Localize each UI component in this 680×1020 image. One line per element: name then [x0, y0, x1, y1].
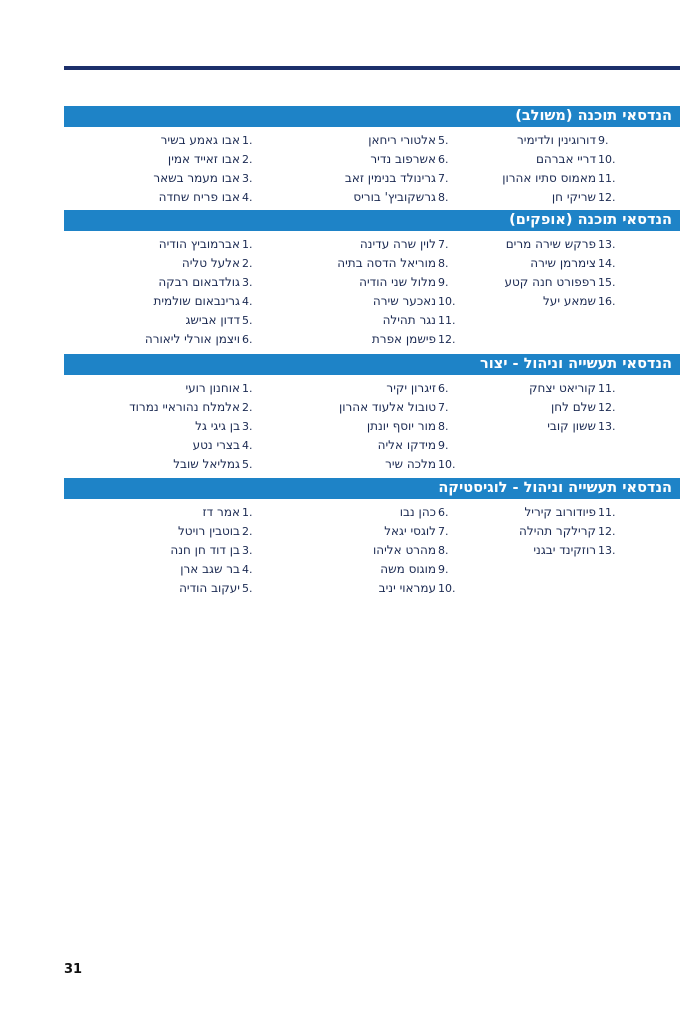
- graduate-name: אבו מעמר בשאר: [153, 171, 240, 185]
- item-number: 3.: [242, 276, 253, 289]
- item-number: 6.: [438, 382, 449, 395]
- section-columns: [64, 379, 680, 474]
- list-item: [462, 254, 622, 273]
- graduate-name: עמראוי יניב: [378, 581, 436, 595]
- graduate-name: גרינולד בנימין זאב: [344, 171, 436, 185]
- item-number: 6.: [242, 333, 253, 346]
- section-title: הנדסאי תעשייה וניהול - לוגיסטיקה: [64, 478, 680, 499]
- section-columns: [64, 131, 680, 207]
- item-number: 12.: [598, 401, 616, 414]
- item-number: 2.: [242, 153, 253, 166]
- graduate-name: לוגסי יגאל: [384, 524, 436, 538]
- list-item: [64, 455, 266, 474]
- list-item: [462, 522, 622, 541]
- item-number: 2.: [242, 257, 253, 270]
- item-number: 8.: [438, 257, 449, 270]
- item-number: 13.: [598, 544, 616, 557]
- item-number: 4.: [242, 295, 253, 308]
- graduate-name: מלול שני הודיה: [359, 275, 436, 289]
- graduate-name: אלמלח נהוראיי נמרוד: [129, 400, 240, 414]
- item-number: 11.: [598, 506, 616, 519]
- name-column: [266, 131, 462, 207]
- graduate-name: כהן נבו: [399, 505, 436, 519]
- name-column: [266, 379, 462, 474]
- list-item: [462, 235, 622, 254]
- item-number: 11.: [598, 382, 616, 395]
- list-item: [266, 235, 462, 254]
- graduate-name: קרילקר תהילה: [519, 524, 596, 538]
- list-item: [266, 417, 462, 436]
- graduate-name: אבו פריח שחדה: [158, 190, 240, 204]
- graduate-name: ויצמן אורלי ליאורה: [144, 332, 240, 346]
- list-item: [64, 188, 266, 207]
- item-number: 9.: [438, 439, 449, 452]
- section-4: [64, 478, 680, 598]
- section-title: הנדסאי תעשייה וניהול - יצור: [64, 354, 680, 375]
- list-item: [266, 379, 462, 398]
- item-number: 7.: [438, 238, 449, 251]
- list-item: [266, 579, 462, 598]
- name-column: [462, 503, 622, 598]
- list-item: [266, 436, 462, 455]
- name-column: [462, 379, 622, 474]
- section-3: [64, 354, 680, 474]
- list-item: [266, 560, 462, 579]
- list-item: [266, 311, 462, 330]
- item-number: 4.: [242, 191, 253, 204]
- item-number: 2.: [242, 401, 253, 414]
- section-2: [64, 210, 680, 349]
- graduate-name: אלטורי ריחאן: [368, 133, 436, 147]
- list-item: [462, 169, 622, 188]
- item-number: 12.: [438, 333, 456, 346]
- graduate-name: מוריאל הדסה בתיה: [337, 256, 436, 270]
- graduate-name: אוחנון רועי: [185, 381, 240, 395]
- item-number: 7.: [438, 172, 449, 185]
- item-number: 5.: [438, 134, 449, 147]
- graduate-name: מידקו אליה: [377, 438, 436, 452]
- graduate-name: פיודורוב קיריל: [524, 505, 596, 519]
- page-number: 31: [64, 962, 83, 977]
- list-item: [266, 522, 462, 541]
- graduate-name: קוריאט יצחק: [528, 381, 596, 395]
- item-number: 1.: [242, 382, 253, 395]
- item-number: 8.: [438, 191, 449, 204]
- list-item: [266, 273, 462, 292]
- item-number: 6.: [438, 153, 449, 166]
- graduate-name: בן דוד חן חנה: [170, 543, 240, 557]
- item-number: 9.: [598, 134, 609, 147]
- item-number: 11.: [438, 314, 456, 327]
- list-item: [462, 398, 622, 417]
- section-columns: [64, 235, 680, 349]
- graduate-name: רפפורט חנה קטע: [504, 275, 596, 289]
- item-number: 3.: [242, 420, 253, 433]
- item-number: 10.: [598, 153, 616, 166]
- item-number: 5.: [242, 582, 253, 595]
- section-1: [64, 106, 680, 207]
- graduate-name: רוזקינד יבגני: [533, 543, 596, 557]
- name-column: [462, 235, 622, 349]
- list-item: [64, 169, 266, 188]
- list-item: [462, 379, 622, 398]
- list-item: [64, 398, 266, 417]
- item-number: 4.: [242, 563, 253, 576]
- section-title: הנדסאי תוכנה (משולב): [64, 106, 680, 127]
- item-number: 5.: [242, 314, 253, 327]
- graduate-name: מאמוס סתיו אהרון: [502, 171, 596, 185]
- section-columns: [64, 503, 680, 598]
- list-item: [64, 330, 266, 349]
- item-number: 2.: [242, 525, 253, 538]
- graduate-name: דריי אברהם: [535, 152, 596, 166]
- list-item: [64, 254, 266, 273]
- name-column: [64, 131, 266, 207]
- graduate-name: יעקוב הודיה: [179, 581, 240, 595]
- graduate-name: שמאע יעל: [542, 294, 596, 308]
- list-item: [64, 579, 266, 598]
- list-item: [64, 560, 266, 579]
- list-item: [266, 541, 462, 560]
- item-number: 13.: [598, 420, 616, 433]
- graduate-name: אלעל טליה: [181, 256, 240, 270]
- list-item: [462, 541, 622, 560]
- graduate-name: צימרמן שירה: [530, 256, 596, 270]
- list-item: [462, 188, 622, 207]
- item-number: 3.: [242, 544, 253, 557]
- item-number: 8.: [438, 544, 449, 557]
- graduate-name: דורוגינין ולדימיר: [517, 133, 596, 147]
- graduate-name: אבו זאייד אמין: [167, 152, 240, 166]
- name-column: [64, 379, 266, 474]
- list-item: [266, 503, 462, 522]
- item-number: 10.: [438, 582, 456, 595]
- graduate-name: אמר דז: [202, 505, 240, 519]
- item-number: 5.: [242, 458, 253, 471]
- list-item: [462, 503, 622, 522]
- list-item: [64, 150, 266, 169]
- list-item: [64, 417, 266, 436]
- graduate-name: מלכה שיר: [385, 457, 436, 471]
- list-item: [266, 398, 462, 417]
- graduate-name: שלם לחן: [550, 400, 596, 414]
- graduate-name: גמליאל שובל: [173, 457, 240, 471]
- list-item: [266, 330, 462, 349]
- graduate-name: לוין שרה עדינה: [359, 237, 436, 251]
- graduate-name: גרשקוביץ' בוריס: [353, 190, 436, 204]
- list-item: [462, 292, 622, 311]
- item-number: 15.: [598, 276, 616, 289]
- item-number: 3.: [242, 172, 253, 185]
- list-item: [462, 150, 622, 169]
- graduate-name: בוטבין רויטל: [177, 524, 240, 538]
- name-column: [64, 503, 266, 598]
- list-item: [266, 455, 462, 474]
- list-item: [64, 379, 266, 398]
- list-item: [64, 292, 266, 311]
- graduate-name: מהרט אליהו: [373, 543, 436, 557]
- list-item: [64, 235, 266, 254]
- list-item: [266, 292, 462, 311]
- graduate-name: בר שגב ארן: [180, 562, 240, 576]
- item-number: 7.: [438, 401, 449, 414]
- graduate-name: ששון קובי: [547, 419, 596, 433]
- graduate-name: אבו גאמע בשיר: [160, 133, 240, 147]
- item-number: 1.: [242, 238, 253, 251]
- item-number: 12.: [598, 191, 616, 204]
- item-number: 4.: [242, 439, 253, 452]
- graduate-name: מור יוסף יונתן: [366, 419, 436, 433]
- graduate-name: זיגרון יקיר: [386, 381, 436, 395]
- list-item: [266, 150, 462, 169]
- list-item: [462, 417, 622, 436]
- list-item: [64, 436, 266, 455]
- item-number: 11.: [598, 172, 616, 185]
- list-item: [266, 131, 462, 150]
- item-number: 7.: [438, 525, 449, 538]
- list-item: [64, 131, 266, 150]
- name-column: [266, 235, 462, 349]
- item-number: 10.: [438, 458, 456, 471]
- list-item: [462, 131, 622, 150]
- graduate-name: דדון אבישג: [185, 313, 240, 327]
- graduate-name: גולדבאום רבקה: [158, 275, 240, 289]
- graduate-name: טובול אלעוד אהרון: [338, 400, 436, 414]
- graduate-name: בן גיגי גל: [195, 419, 240, 433]
- top-rule: [64, 66, 680, 70]
- item-number: 1.: [242, 506, 253, 519]
- item-number: 6.: [438, 506, 449, 519]
- name-column: [462, 131, 622, 207]
- graduate-name: נאכער שירה: [372, 294, 436, 308]
- graduate-name: אשרפוב נדיר: [370, 152, 436, 166]
- item-number: 8.: [438, 420, 449, 433]
- list-item: [64, 311, 266, 330]
- item-number: 9.: [438, 276, 449, 289]
- list-item: [64, 503, 266, 522]
- item-number: 14.: [598, 257, 616, 270]
- graduate-name: פרקש שירה מרים: [505, 237, 596, 251]
- list-item: [462, 273, 622, 292]
- list-item: [266, 254, 462, 273]
- item-number: 12.: [598, 525, 616, 538]
- section-title: הנדסאי תוכנה (אופקים): [64, 210, 680, 231]
- graduate-name: נגר תהילה: [382, 313, 436, 327]
- item-number: 16.: [598, 295, 616, 308]
- item-number: 9.: [438, 563, 449, 576]
- item-number: 10.: [438, 295, 456, 308]
- graduate-name: מוגוס משה: [380, 562, 436, 576]
- graduate-name: בצרי נטע: [192, 438, 240, 452]
- graduate-name: גרינבאום שולמית: [153, 294, 240, 308]
- list-item: [64, 522, 266, 541]
- name-column: [266, 503, 462, 598]
- item-number: 1.: [242, 134, 253, 147]
- graduate-name: פישמן אפרת: [371, 332, 436, 346]
- list-item: [64, 541, 266, 560]
- name-column: [64, 235, 266, 349]
- graduate-name: אברמוביץ הודיה: [158, 237, 240, 251]
- graduate-name: שריקי חן: [551, 190, 596, 204]
- list-item: [64, 273, 266, 292]
- list-item: [266, 188, 462, 207]
- list-item: [266, 169, 462, 188]
- item-number: 13.: [598, 238, 616, 251]
